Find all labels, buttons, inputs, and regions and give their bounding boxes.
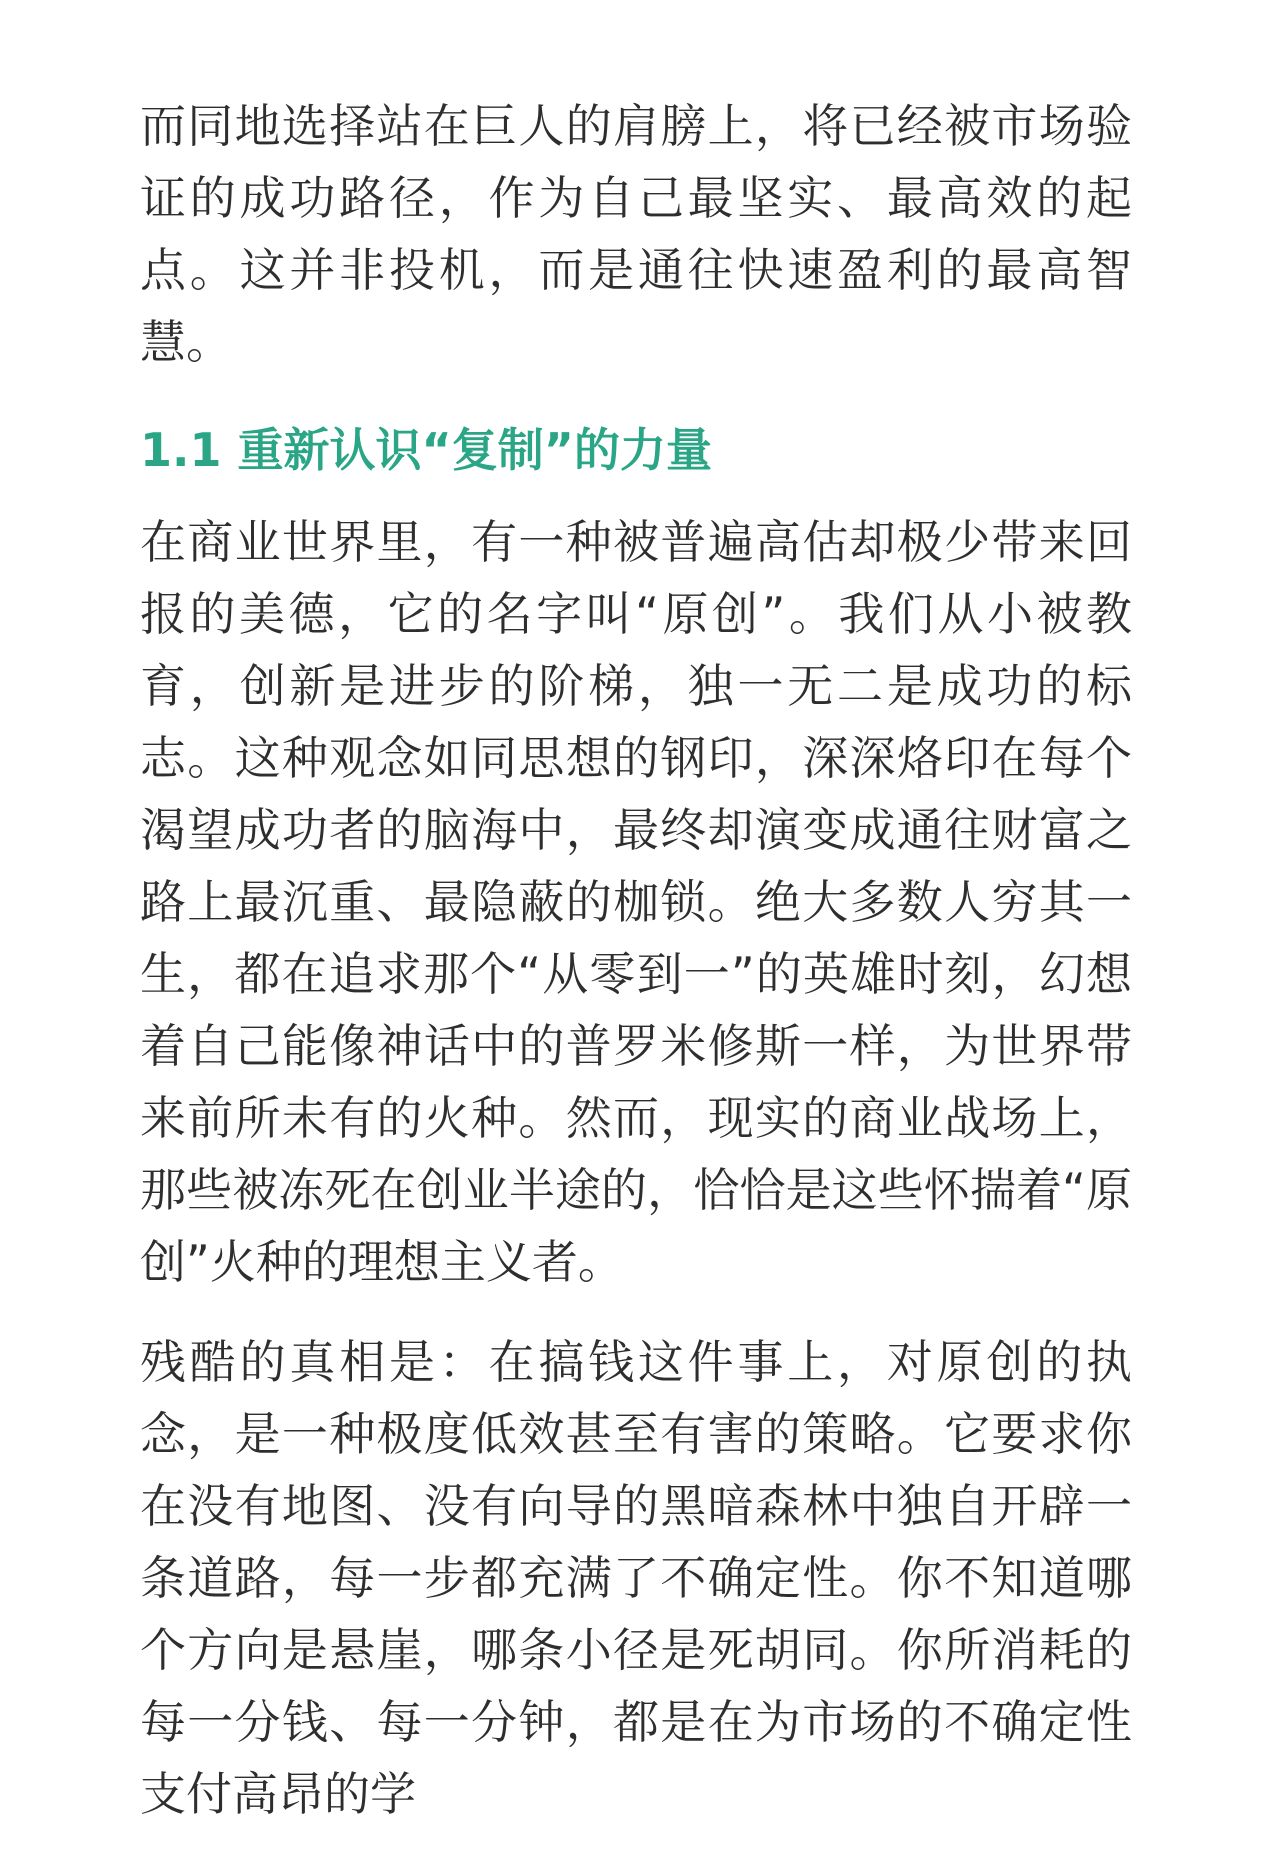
body-paragraph-1: 在商业世界里，有一种被普遍高估却极少带来回报的美德，它的名字叫“原创”。我们从小被教育，创新是进步的阶梯，独一无二是成功的标志。这种观念如同思想的钢印，深深烙印在每个渴望成功者的脑海中，最终却演变成通往财富之路上最沉重、最隐蔽的枷锁。绝大多数人穷其一生，都在追求那个“从零到一”的英雄时刻，幻想着自己能像神话中的普罗米修斯一样，为世界带来前所未有的火种。然而，现实的商业战场上，那些被冻死在创业半途的，恰恰是这些怀揣着“原创”火种的理想主义者。 xyxy=(140,515,1132,1289)
section-heading: 1.1 重新认识“复制”的力量 xyxy=(140,423,712,477)
body-paragraph-2: 残酷的真相是：在搞钱这件事上，对原创的执念，是一种极度低效甚至有害的策略。它要求你在没有地图、没有向导的黑暗森林中独自开辟一条道路，每一步都充满了不确定性。你不知道哪个方向是悬崖，哪条小径是死胡同。你所消耗的每一分钱、每一分钟，都是在为市场的不确定性支付高昂的学 xyxy=(140,1335,1132,1821)
intro-paragraph: 而同地选择站在巨人的肩膀上，将已经被市场验证的成功路径，作为自己最坚实、最高效的起点。这并非投机，而是通往快速盈利的最高智慧。 xyxy=(140,99,1132,369)
document-page xyxy=(140,90,1132,1858)
